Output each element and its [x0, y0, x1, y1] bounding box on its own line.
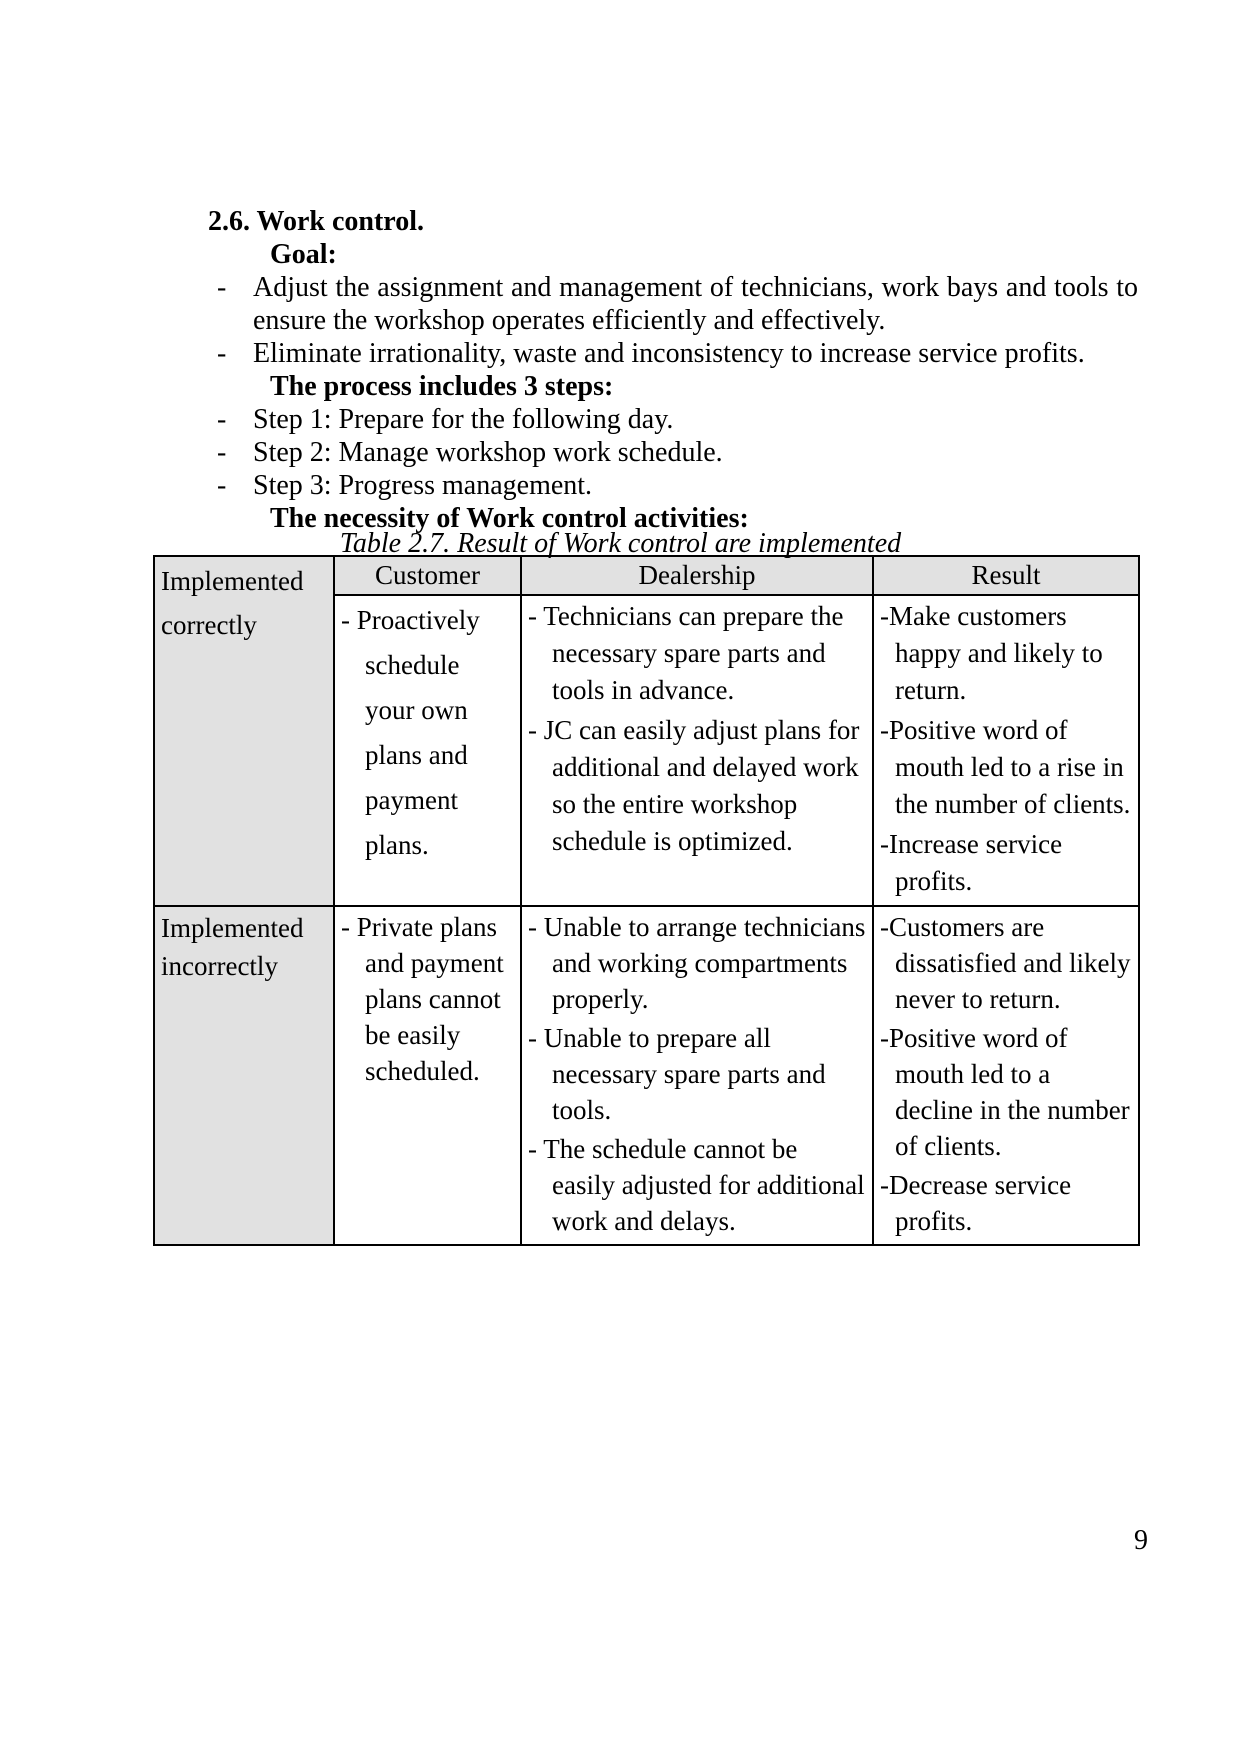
step-item-text: Step 1: Prepare for the following day. [253, 404, 674, 435]
step-item-text: Step 3: Progress management. [253, 470, 593, 501]
cell-result-correct [873, 595, 1139, 906]
cell-result-incorrect [873, 906, 1139, 1245]
cell-item: -Positive word of mouth led to a decline in the number of clients. [880, 1023, 1130, 1161]
work-control-result-table [153, 555, 1140, 1246]
cell-item: - Proactively schedule your own plans and payment plans. [341, 605, 480, 860]
list-dash-marker: - [217, 437, 227, 468]
step-item [153, 469, 1138, 502]
cell-dealership-incorrect [521, 906, 873, 1245]
step-item-text: Step 2: Manage workshop work schedule. [253, 437, 723, 468]
table-caption: Table 2.7. Result of Work control are implemented [339, 528, 902, 559]
cell-item: - Unable to prepare all necessary spare parts and tools. [528, 1023, 826, 1125]
document-content [153, 205, 1138, 1246]
cell-customer-correct [334, 595, 521, 906]
cell-item: - Technicians can prepare the necessary spare parts and tools in advance. [528, 601, 844, 705]
cell-customer-incorrect [334, 906, 521, 1245]
table-header-row [154, 556, 1139, 595]
section-heading: 2.6. Work control. [208, 206, 424, 237]
list-dash-marker: - [217, 404, 227, 435]
page-number: 9 [1134, 1525, 1148, 1556]
cell-item: -Decrease service profits. [880, 1170, 1072, 1236]
table-row-implemented-incorrectly [154, 906, 1139, 1245]
list-dash-marker: - [217, 272, 227, 303]
list-dash-marker: - [217, 470, 227, 501]
step-item [153, 403, 1138, 436]
goal-item [153, 271, 1138, 337]
necessity-label: The necessity of Work control activities: [270, 503, 749, 534]
cell-item: - Unable to arrange technicians and working compartments properly. [528, 912, 866, 1014]
goal-item-text: Eliminate irrationality, waste and inconsistency to increase service profits. [253, 338, 1085, 369]
column-header-dealership: Dealership [521, 556, 873, 595]
row-label-implemented-correctly: Implemented correctly [154, 556, 334, 906]
row-label-implemented-incorrectly: Implemented incorrectly [154, 906, 334, 1245]
cell-item: -Increase service profits. [880, 829, 1063, 896]
goal-item [153, 337, 1138, 370]
goal-label: Goal: [270, 239, 337, 270]
list-dash-marker: - [217, 338, 227, 369]
column-header-customer: Customer [334, 556, 521, 595]
cell-item: -Make customers happy and likely to return. [880, 601, 1103, 705]
cell-dealership-correct [521, 595, 873, 906]
cell-item: - Private plans and payment plans cannot be easily scheduled. [341, 912, 504, 1086]
step-item [153, 436, 1138, 469]
process-label: The process includes 3 steps: [270, 371, 614, 402]
cell-item: -Customers are dissatisfied and likely never to return. [880, 912, 1131, 1014]
column-header-result: Result [873, 556, 1139, 595]
goal-item-text: Adjust the assignment and management of technicians, work bays and tools to ensure the workshop operates efficiently and effectively. [253, 272, 1138, 336]
cell-item: -Positive word of mouth led to a rise in the number of clients. [880, 715, 1131, 819]
cell-item: - JC can easily adjust plans for additional and delayed work so the entire workshop schedule is optimized. [528, 715, 860, 856]
cell-item: - The schedule cannot be easily adjusted for additional work and delays. [528, 1134, 865, 1236]
